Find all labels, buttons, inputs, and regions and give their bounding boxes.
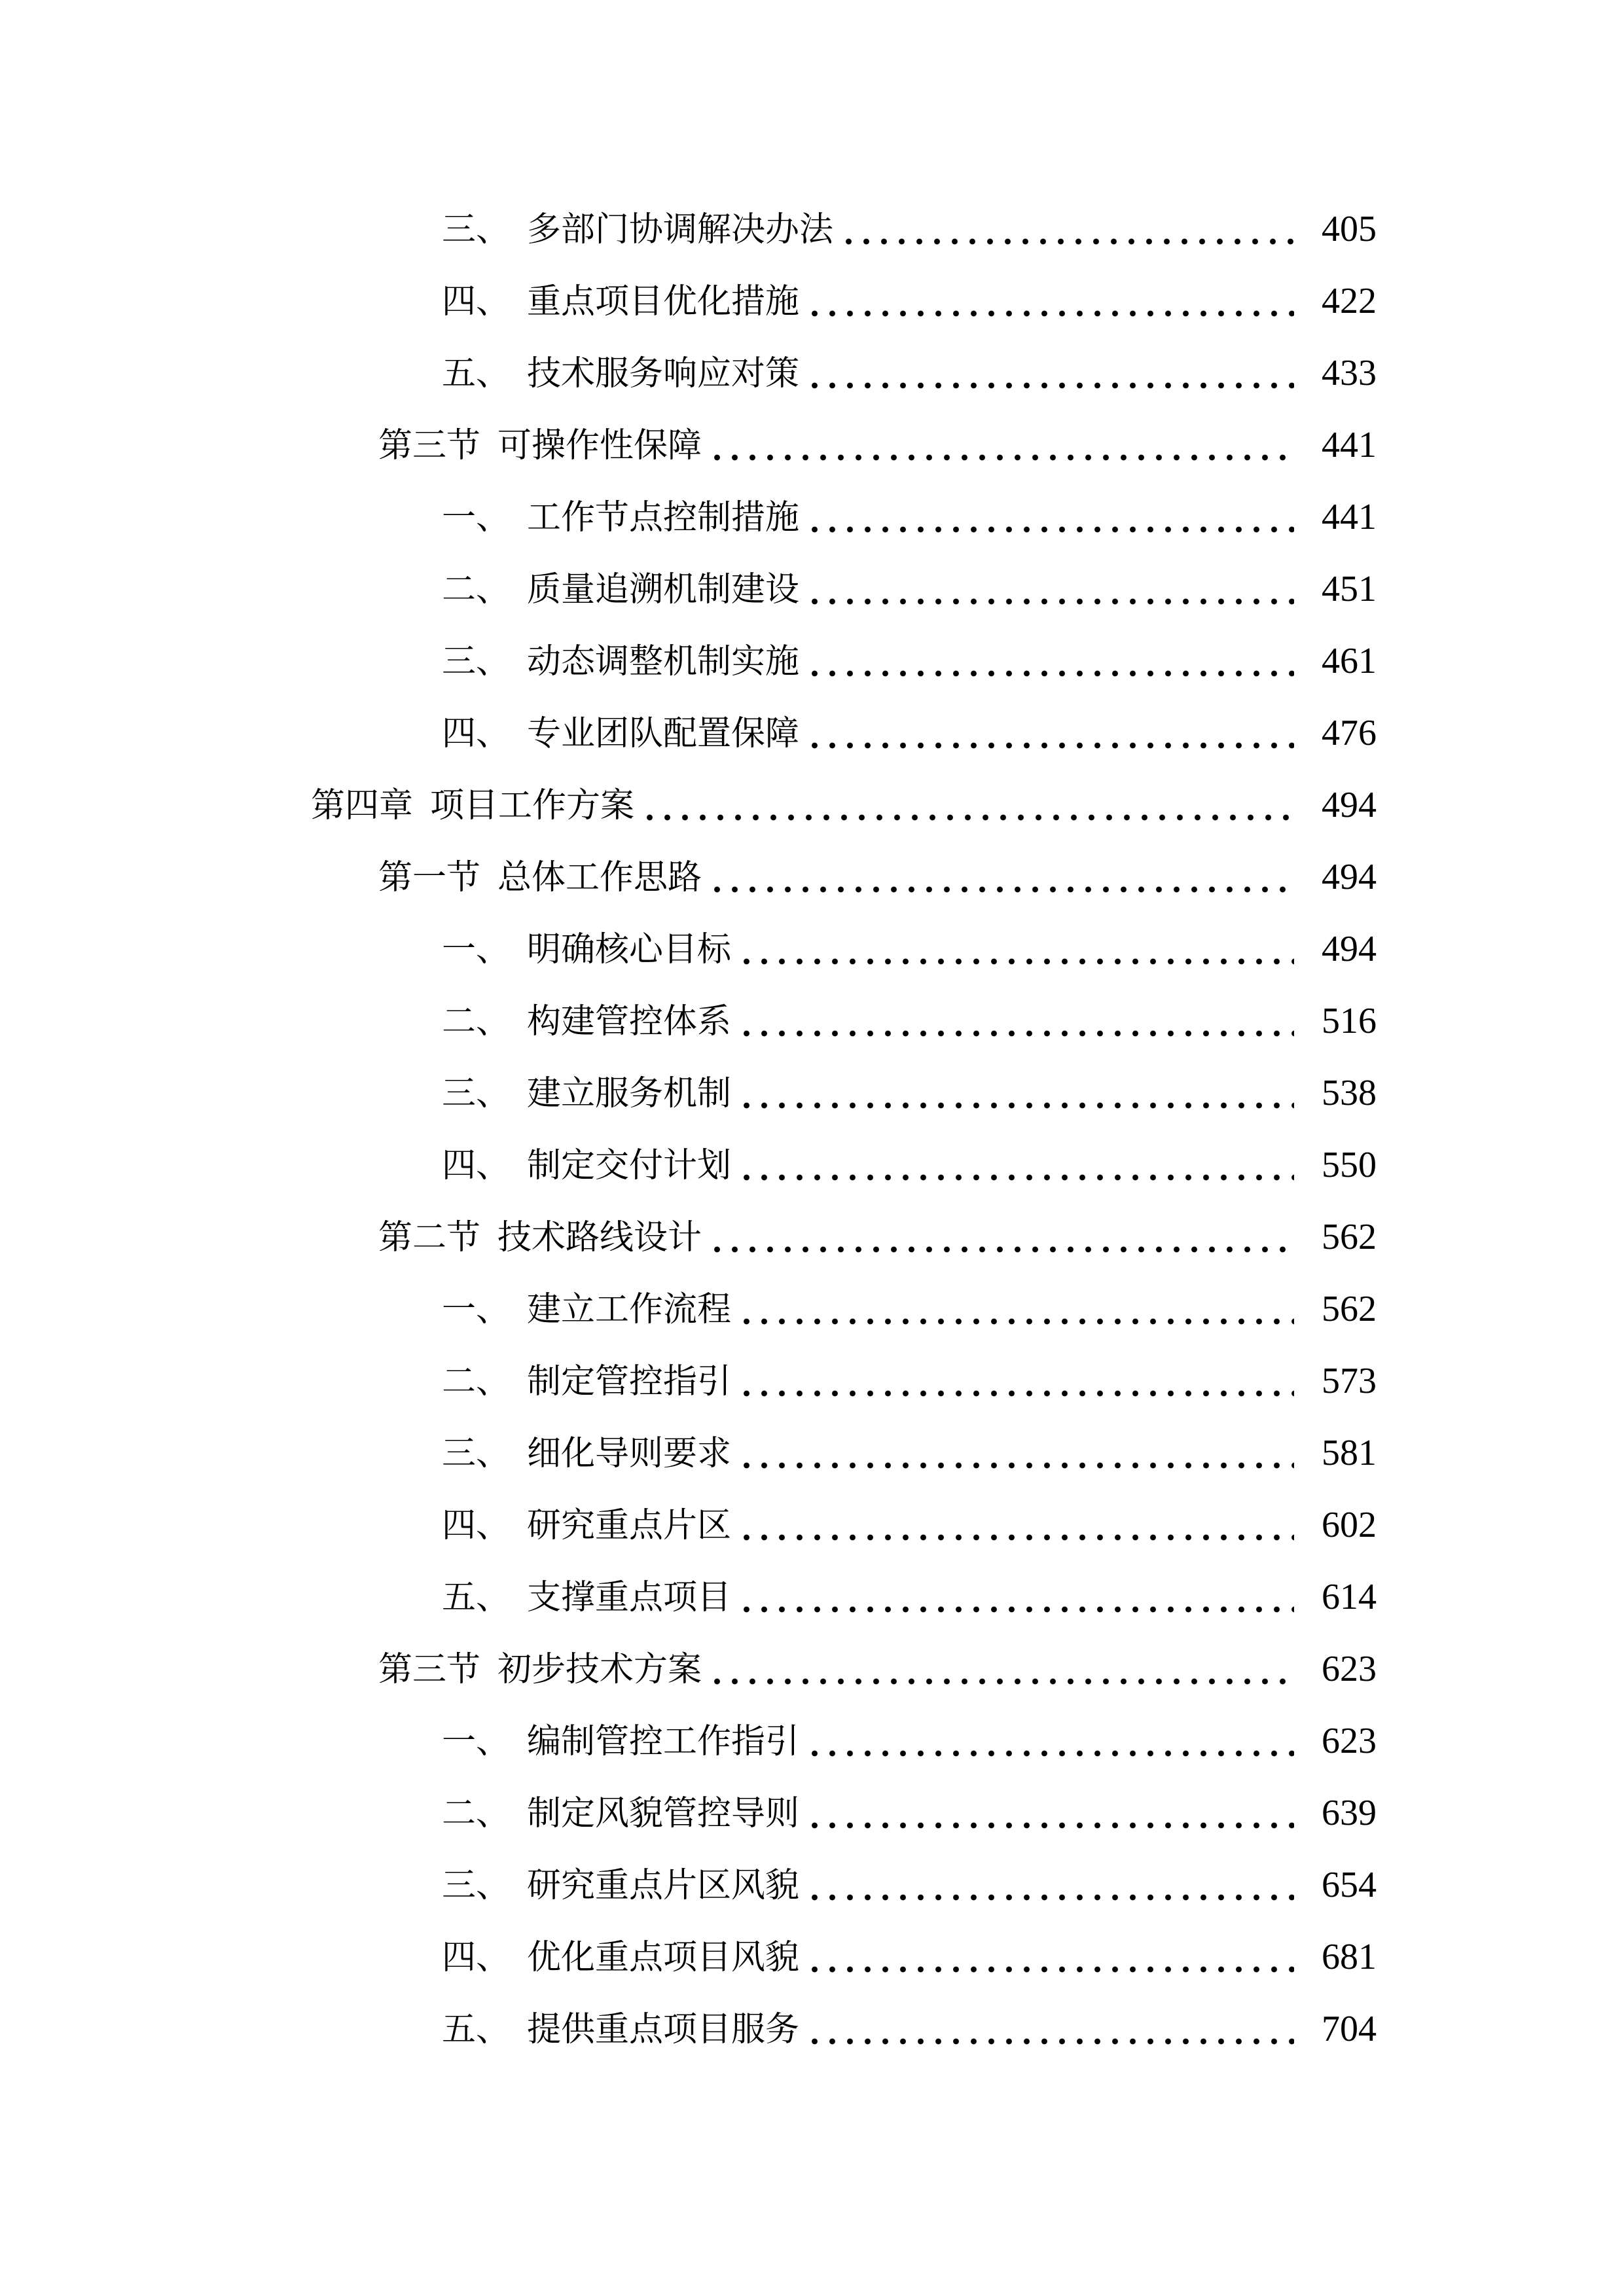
toc-entry[interactable] xyxy=(0,1273,1624,1345)
toc-dot-leader xyxy=(708,841,1294,913)
toc-dot-leader xyxy=(738,1057,1294,1129)
toc-entry-page-number: 441 xyxy=(1322,425,1377,465)
toc-entry-title: 编制管控工作指引 xyxy=(527,1723,800,1761)
toc-dot-leader xyxy=(641,769,1294,841)
toc-dot-leader xyxy=(738,913,1294,985)
toc-dot-leader xyxy=(738,1129,1294,1201)
toc-entry-number: 第一节 xyxy=(378,859,481,897)
toc-entry-page-number: 704 xyxy=(1322,2009,1377,2049)
toc-dot-leader xyxy=(738,1417,1294,1489)
toc-entry-page-number: 681 xyxy=(1322,1937,1377,1977)
toc-entry-title: 优化重点项目风貌 xyxy=(527,1939,800,1977)
toc-entry-page-number: 476 xyxy=(1322,713,1377,753)
toc-entry-title: 质量追溯机制建设 xyxy=(527,571,800,609)
toc-entry[interactable] xyxy=(0,409,1624,481)
toc-entry-title: 提供重点项目服务 xyxy=(527,2011,800,2049)
toc-entry[interactable] xyxy=(0,481,1624,553)
toc-entry-title: 研究重点片区风貌 xyxy=(527,1867,800,1905)
toc-entry-page-number: 538 xyxy=(1322,1073,1377,1113)
toc-entry-title: 支撑重点项目 xyxy=(527,1579,732,1617)
toc-entry[interactable] xyxy=(0,1417,1624,1489)
toc-entry[interactable] xyxy=(0,1489,1624,1561)
toc-entry-number: 二、 xyxy=(442,1363,511,1401)
toc-dot-leader xyxy=(806,337,1294,409)
toc-entry[interactable] xyxy=(0,1561,1624,1633)
toc-entry[interactable] xyxy=(0,1993,1624,2065)
toc-dot-leader xyxy=(806,625,1294,697)
toc-list xyxy=(0,193,1624,2065)
toc-entry[interactable] xyxy=(0,769,1624,841)
toc-entry-page-number: 581 xyxy=(1322,1433,1377,1473)
toc-entry-number: 四、 xyxy=(442,1507,511,1545)
toc-entry-number: 三、 xyxy=(442,211,511,249)
toc-dot-leader xyxy=(738,1489,1294,1561)
toc-entry-title: 动态调整机制实施 xyxy=(527,643,800,681)
toc-entry-number: 四、 xyxy=(442,283,511,321)
toc-entry-page-number: 573 xyxy=(1322,1361,1377,1401)
toc-entry-page-number: 405 xyxy=(1322,209,1377,249)
toc-entry-title: 可操作性保障 xyxy=(497,427,702,465)
toc-dot-leader xyxy=(738,1345,1294,1417)
toc-entry[interactable] xyxy=(0,1633,1624,1705)
toc-entry[interactable] xyxy=(0,337,1624,409)
toc-entry-page-number: 614 xyxy=(1322,1577,1377,1617)
toc-entry-title: 制定风貌管控导则 xyxy=(527,1795,800,1833)
toc-dot-leader xyxy=(708,1633,1294,1705)
toc-entry-title: 初步技术方案 xyxy=(497,1651,702,1689)
toc-entry-number: 三、 xyxy=(442,643,511,681)
toc-entry[interactable] xyxy=(0,1921,1624,1993)
toc-entry-title: 重点项目优化措施 xyxy=(527,283,800,321)
toc-entry-number: 第二节 xyxy=(378,1219,481,1257)
toc-entry-page-number: 639 xyxy=(1322,1793,1377,1833)
toc-entry-number: 第三节 xyxy=(378,1651,481,1689)
toc-entry-title: 建立服务机制 xyxy=(527,1075,732,1113)
toc-entry[interactable] xyxy=(0,193,1624,265)
toc-entry-title: 专业团队配置保障 xyxy=(527,715,800,753)
toc-entry-page-number: 623 xyxy=(1322,1721,1377,1761)
toc-entry[interactable] xyxy=(0,625,1624,697)
toc-entry-number: 一、 xyxy=(442,1723,511,1761)
toc-entry-number: 二、 xyxy=(442,1795,511,1833)
toc-entry-title: 制定管控指引 xyxy=(527,1363,732,1401)
toc-entry[interactable] xyxy=(0,1849,1624,1921)
toc-entry[interactable] xyxy=(0,1777,1624,1849)
toc-entry-number: 三、 xyxy=(442,1075,511,1113)
toc-entry-page-number: 516 xyxy=(1322,1001,1377,1041)
toc-entry-title: 项目工作方案 xyxy=(430,787,635,825)
toc-entry-title: 技术服务响应对策 xyxy=(527,355,800,393)
toc-dot-leader xyxy=(738,1561,1294,1633)
toc-entry-number: 五、 xyxy=(442,355,511,393)
toc-dot-leader xyxy=(806,1921,1294,1993)
toc-entry[interactable] xyxy=(0,1705,1624,1777)
toc-entry[interactable] xyxy=(0,1057,1624,1129)
toc-entry-page-number: 494 xyxy=(1322,857,1377,897)
toc-entry-title: 工作节点控制措施 xyxy=(527,499,800,537)
toc-entry-page-number: 623 xyxy=(1322,1649,1377,1689)
toc-entry-page-number: 562 xyxy=(1322,1289,1377,1329)
toc-entry-number: 二、 xyxy=(442,1003,511,1041)
toc-entry-number: 五、 xyxy=(442,1579,511,1617)
toc-entry-title: 制定交付计划 xyxy=(527,1147,732,1185)
toc-entry-title: 研究重点片区 xyxy=(527,1507,732,1545)
toc-entry-title: 建立工作流程 xyxy=(527,1291,732,1329)
toc-entry-page-number: 550 xyxy=(1322,1145,1377,1185)
toc-entry-page-number: 451 xyxy=(1322,569,1377,609)
toc-dot-leader xyxy=(806,1849,1294,1921)
toc-entry-title: 技术路线设计 xyxy=(497,1219,702,1257)
toc-entry-title: 明确核心目标 xyxy=(527,931,732,969)
toc-dot-leader xyxy=(840,193,1294,265)
toc-dot-leader xyxy=(806,553,1294,625)
toc-entry-number: 三、 xyxy=(442,1867,511,1905)
toc-entry[interactable] xyxy=(0,985,1624,1057)
toc-entry[interactable] xyxy=(0,553,1624,625)
toc-dot-leader xyxy=(806,1777,1294,1849)
toc-entry-page-number: 494 xyxy=(1322,929,1377,969)
toc-dot-leader xyxy=(806,697,1294,769)
toc-entry-number: 五、 xyxy=(442,2011,511,2049)
toc-entry-number: 一、 xyxy=(442,931,511,969)
toc-entry-number: 四、 xyxy=(442,1147,511,1185)
toc-entry-title: 总体工作思路 xyxy=(497,859,702,897)
toc-dot-leader xyxy=(806,265,1294,337)
toc-entry[interactable] xyxy=(0,1201,1624,1273)
toc-entry-page-number: 433 xyxy=(1322,353,1377,393)
toc-entry[interactable] xyxy=(0,1345,1624,1417)
toc-entry-number: 第三节 xyxy=(378,427,481,465)
toc-entry[interactable] xyxy=(0,265,1624,337)
toc-dot-leader xyxy=(738,1273,1294,1345)
toc-dot-leader xyxy=(708,409,1294,481)
toc-entry-title: 构建管控体系 xyxy=(527,1003,732,1041)
toc-dot-leader xyxy=(806,1993,1294,2065)
toc-entry[interactable] xyxy=(0,697,1624,769)
toc-entry-number: 二、 xyxy=(442,571,511,609)
toc-entry-number: 四、 xyxy=(442,1939,511,1977)
toc-entry-page-number: 494 xyxy=(1322,785,1377,825)
toc-entry[interactable] xyxy=(0,1129,1624,1201)
toc-entry-page-number: 654 xyxy=(1322,1865,1377,1905)
toc-entry-page-number: 422 xyxy=(1322,281,1377,321)
toc-entry-number: 三、 xyxy=(442,1435,511,1473)
toc-entry-title: 多部门协调解决办法 xyxy=(527,211,834,249)
toc-entry-number: 四、 xyxy=(442,715,511,753)
toc-entry-number: 第四章 xyxy=(311,787,414,825)
toc-dot-leader xyxy=(738,985,1294,1057)
toc-entry[interactable] xyxy=(0,913,1624,985)
toc-dot-leader xyxy=(806,1705,1294,1777)
toc-entry[interactable] xyxy=(0,841,1624,913)
toc-entry-page-number: 562 xyxy=(1322,1217,1377,1257)
toc-dot-leader xyxy=(806,481,1294,553)
toc-dot-leader xyxy=(708,1201,1294,1273)
toc-entry-page-number: 602 xyxy=(1322,1505,1377,1545)
toc-entry-number: 一、 xyxy=(442,499,511,537)
toc-entry-page-number: 441 xyxy=(1322,497,1377,537)
toc-entry-title: 细化导则要求 xyxy=(527,1435,732,1473)
toc-entry-page-number: 461 xyxy=(1322,641,1377,681)
toc-entry-number: 一、 xyxy=(442,1291,511,1329)
